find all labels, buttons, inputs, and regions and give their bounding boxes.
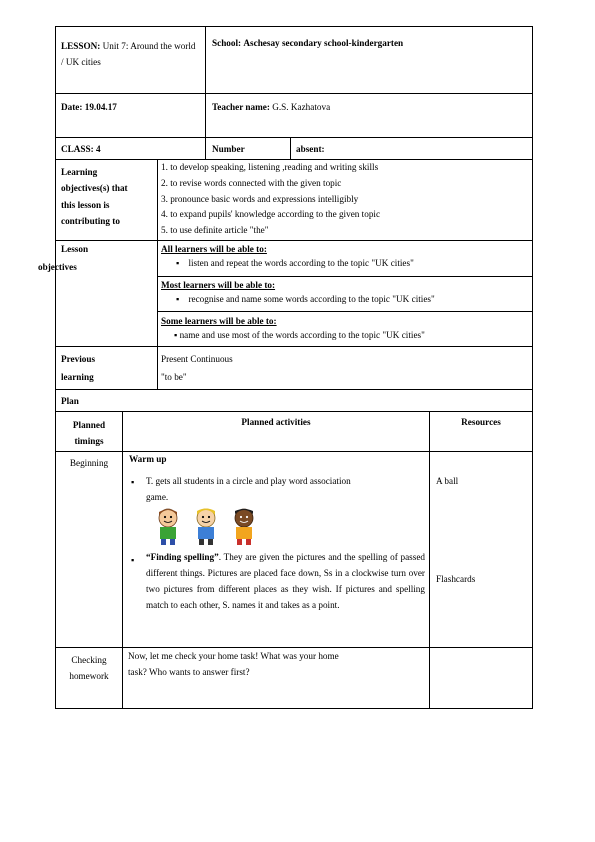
label-line: this lesson is: [61, 199, 110, 210]
objective-item: 2. to revise words connected with the given topic: [161, 177, 342, 188]
lesson-cell: [61, 38, 199, 70]
col-line: [205, 26, 206, 159]
date-value: 19.04.17: [84, 102, 117, 112]
most-learners-text: recognise and name some words according to the topic "UK cities": [188, 294, 435, 304]
bullet-icon: ▪: [174, 330, 178, 340]
child-figure: [235, 509, 253, 545]
bullet-icon: ▪: [131, 555, 135, 565]
row-line: [55, 411, 533, 412]
objective-item: 3. pronounce basic words and expressions intelligibly: [161, 193, 359, 204]
class-label: CLASS:: [61, 144, 94, 154]
lesson-objectives-label-line2: objectives: [38, 262, 77, 272]
homework-activity: [128, 648, 339, 680]
row-line: [55, 240, 533, 241]
planned-timings-header: [56, 417, 122, 450]
all-learners-text: listen and repeat the words according to the topic "UK cities": [188, 258, 414, 268]
teacher-value: G.S. Kazhatova: [272, 102, 331, 112]
lesson-label: LESSON:: [61, 41, 101, 51]
finding-spelling-text: . They are given the pictures and the spelling of passed different things. Pictures are placed face down, Ss in a clockwise turn over two pictures from different places as they wish. If pictures and spelling match to each other, S. names it and takes as a point.: [146, 552, 426, 611]
col-line: [429, 411, 430, 708]
child-figure: [159, 509, 177, 545]
all-learners-heading: All learners will be able to:: [161, 244, 267, 254]
label-line: objectives(s) that: [61, 183, 128, 194]
warm-up-heading: Warm up: [129, 454, 167, 464]
most-learners-item: [176, 294, 435, 306]
header-line: Planned: [72, 420, 106, 430]
label-line: Previous: [61, 354, 96, 364]
resource-flashcards: Flashcards: [436, 574, 476, 584]
some-learners-text: name and use most of the words according to the topic "UK cities": [179, 330, 425, 340]
learning-objectives-label: [61, 164, 128, 230]
child-figure: [197, 509, 215, 546]
learning-objectives-list: [161, 160, 380, 239]
absent-label: absent:: [296, 144, 325, 154]
number-label: Number: [212, 144, 245, 154]
homework-line: task? Who wants to answer first?: [128, 667, 250, 678]
warmup-activity: [146, 473, 351, 505]
label-line: Learning: [61, 167, 98, 177]
objective-item: 5. to use definite article "the": [161, 225, 269, 236]
row-line: [55, 451, 533, 452]
resources-header: Resources: [461, 417, 501, 427]
table-border-bottom: [55, 708, 533, 709]
label-line: contributing to: [61, 216, 120, 227]
children-picture: [148, 506, 266, 546]
all-learners-item: [176, 258, 414, 270]
beginning-timing: Beginning: [69, 458, 109, 468]
school-text: Aschesay secondary school-kindergarten: [243, 38, 404, 48]
class-cell: [61, 144, 101, 156]
table-border-top: [55, 26, 533, 27]
class-value: 4: [95, 144, 101, 154]
activity-line: game.: [146, 492, 169, 503]
date-label: Date:: [61, 102, 83, 112]
previous-learning-label: [61, 351, 95, 387]
table-border-left: [55, 26, 56, 708]
previous-line: Present Continuous: [161, 354, 233, 364]
bullet-icon: ▪: [131, 477, 135, 487]
activity-line: T. gets all students in a circle and play word association: [146, 476, 351, 486]
col-line: [290, 137, 291, 159]
resource-ball: A ball: [436, 476, 459, 486]
row-line: [55, 93, 533, 94]
objective-item: 1. to develop speaking, listening ,reading and writing skills: [161, 162, 379, 172]
objective-item: 4. to expand pupils' knowledge according to the given topic: [161, 209, 381, 220]
school-cell: [212, 38, 403, 50]
teacher-cell: [212, 102, 330, 114]
row-line: [55, 346, 533, 347]
finding-spelling-activity: [146, 549, 425, 613]
finding-spelling-title: “Finding spelling”: [146, 552, 219, 562]
homework-line: Now, let me check your home task! What was your home: [128, 651, 339, 661]
timing-line: Checking: [71, 655, 107, 665]
label-line: learning: [61, 371, 94, 382]
table-border-right: [532, 26, 533, 708]
previous-learning-content: [161, 351, 233, 387]
some-learners-heading: Some learners will be able to:: [161, 316, 277, 326]
timing-line: homework: [69, 671, 109, 682]
lesson-objectives-label-line1: Lesson: [61, 244, 89, 254]
homework-timing: [56, 652, 122, 685]
bullet-icon: ▪: [176, 294, 180, 304]
col-line: [157, 159, 158, 389]
lesson-objective-line: [157, 311, 533, 312]
school-label: School:: [212, 38, 242, 48]
lesson-objective-line: [157, 276, 533, 277]
most-learners-heading: Most learners will be able to:: [161, 280, 276, 290]
row-line: [55, 389, 533, 390]
lesson-text: Unit 7: Around the world / UK cities: [61, 41, 196, 68]
col-line: [122, 411, 123, 708]
plan-title: Plan: [61, 396, 79, 406]
header-line: timings: [74, 436, 104, 447]
date-cell: [61, 102, 117, 114]
bullet-icon: ▪: [176, 258, 180, 268]
some-learners-item: [174, 330, 425, 342]
row-line: [55, 137, 533, 138]
planned-activities-header: Planned activities: [241, 417, 311, 427]
teacher-label: Teacher name:: [212, 102, 270, 112]
previous-line: "to be": [161, 371, 187, 382]
